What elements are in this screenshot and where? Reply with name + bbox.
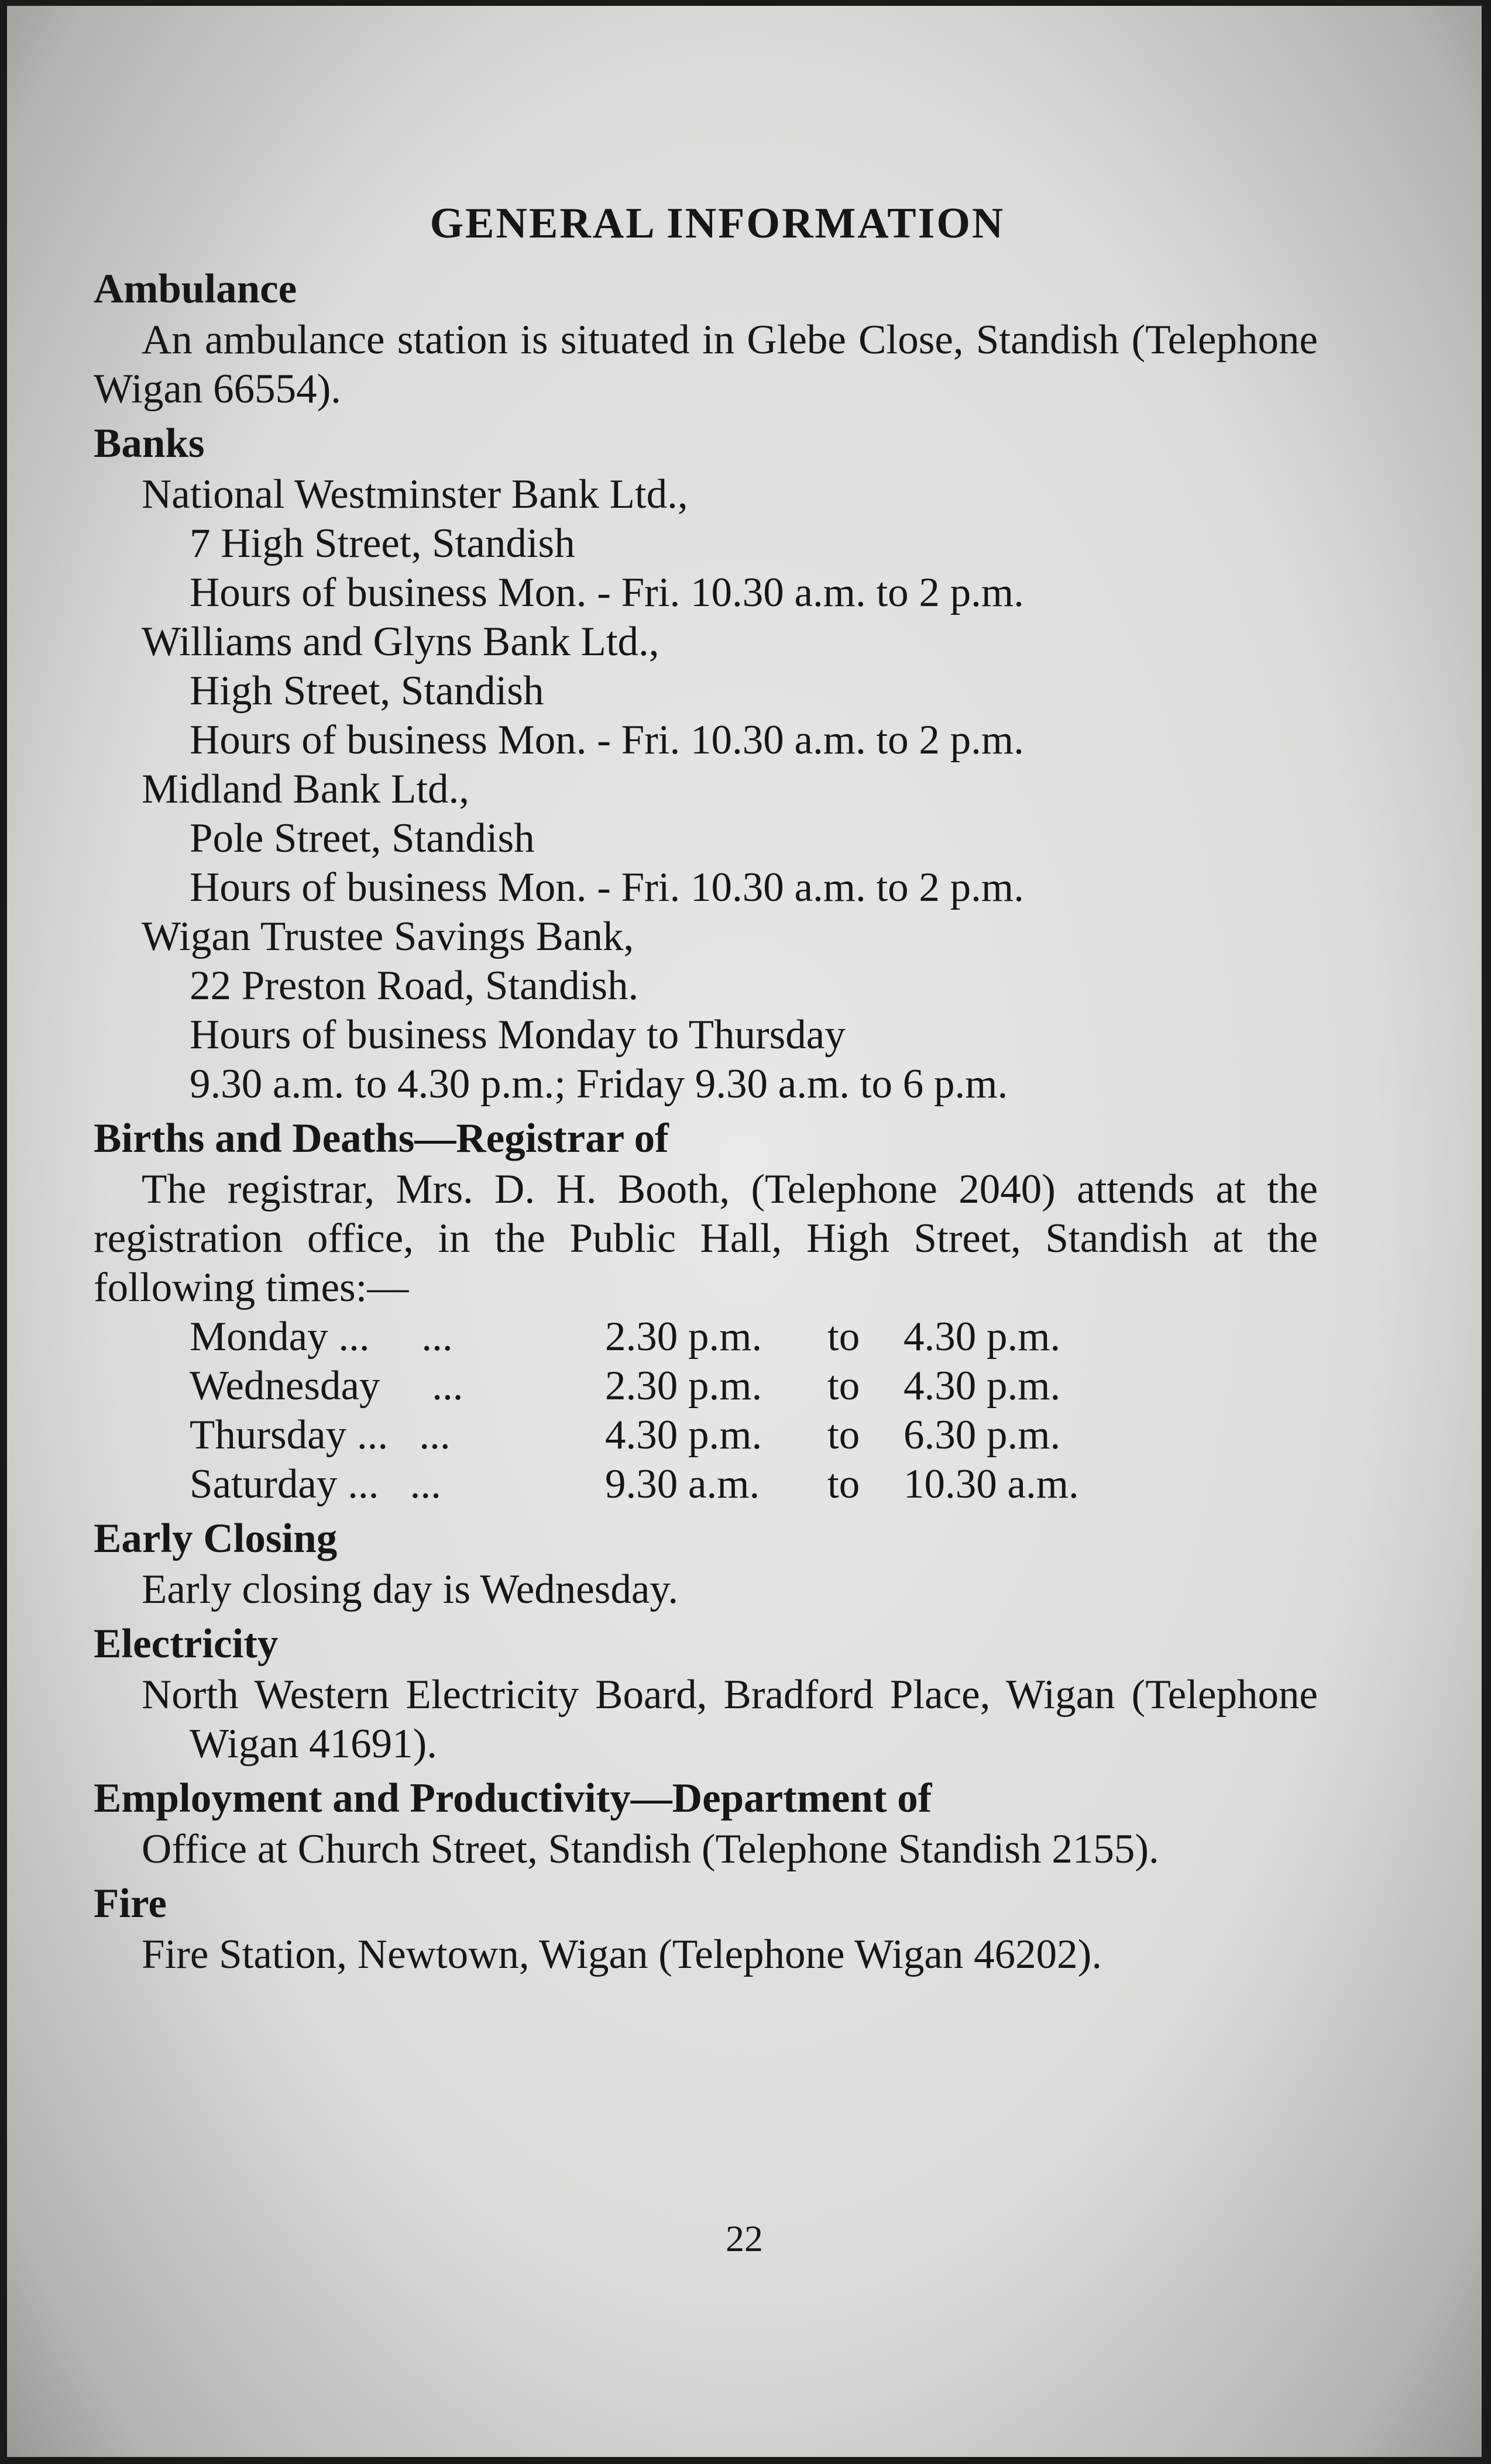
schedule-row	[190, 1410, 1079, 1460]
section-heading-ambulance: Ambulance	[94, 266, 297, 312]
section-heading-banks: Banks	[94, 421, 205, 466]
schedule-day: Wednesday ...	[190, 1363, 463, 1409]
registrar-text: The registrar, Mrs. D. H. Booth, (Telephone 2040) attends at the registration office, in the Public Hall, High Street, Standish at the following times:—	[94, 1166, 1318, 1310]
schedule-day: Monday ... ...	[190, 1314, 453, 1360]
schedule-until: 4.30 p.m.	[903, 1363, 1061, 1409]
bank-address: 22 Preston Road, Standish.	[190, 963, 639, 1009]
bank-hours: Hours of business Mon. - Fri. 10.30 a.m. to 2 p.m.	[190, 570, 1024, 615]
schedule-day: Saturday ... ...	[190, 1461, 441, 1507]
page-title: GENERAL INFORMATION	[430, 199, 1005, 247]
early-closing-text: Early closing day is Wednesday.	[142, 1567, 679, 1612]
registrar-schedule	[190, 1312, 1079, 1509]
schedule-from: 4.30 p.m.	[605, 1412, 762, 1458]
bank-address: 7 High Street, Standish	[190, 521, 575, 566]
employment-text: Office at Church Street, Standish (Telephone Standish 2155).	[142, 1826, 1159, 1872]
section-heading-employment: Employment and Productivity—Department of	[94, 1775, 932, 1821]
schedule-from: 2.30 p.m.	[605, 1363, 762, 1409]
content-column	[94, 199, 1318, 1979]
bank-address: Pole Street, Standish	[190, 815, 535, 861]
section-heading-electricity: Electricity	[94, 1621, 279, 1667]
schedule-to: to	[827, 1363, 860, 1409]
section-heading-births-deaths: Births and Deaths—Registrar of	[94, 1116, 669, 1161]
schedule-until: 10.30 a.m.	[903, 1461, 1079, 1507]
bank-address: High Street, Standish	[190, 668, 544, 714]
section-heading-early-closing: Early Closing	[94, 1516, 338, 1561]
bank-hours: 9.30 a.m. to 4.30 p.m.; Friday 9.30 a.m. to 6 p.m.	[190, 1061, 1008, 1107]
schedule-row	[190, 1361, 1079, 1410]
schedule-until: 6.30 p.m.	[903, 1412, 1061, 1458]
schedule-to: to	[827, 1412, 860, 1458]
bank-name: National Westminster Bank Ltd.,	[142, 472, 688, 517]
bank-name: Williams and Glyns Bank Ltd.,	[142, 619, 659, 665]
bank-hours: Hours of business Monday to Thursday	[190, 1012, 846, 1058]
schedule-row	[190, 1460, 1079, 1509]
schedule-from: 9.30 a.m.	[605, 1461, 760, 1507]
electricity-text: North Western Electricity Board, Bradford Place, Wigan (Telephone Wigan 41691).	[142, 1672, 1318, 1767]
section-heading-fire: Fire	[94, 1881, 167, 1926]
bank-entry	[94, 912, 1318, 1109]
bank-name: Midland Bank Ltd.,	[142, 766, 470, 812]
bank-entry	[94, 617, 1318, 765]
bank-hours: Hours of business Mon. - Fri. 10.30 a.m. to 2 p.m.	[190, 865, 1024, 910]
schedule-until: 4.30 p.m.	[903, 1314, 1061, 1360]
ambulance-text: An ambulance station is situated in Glebe Close, Standish (Telephone Wigan 66554).	[94, 317, 1318, 412]
fire-text: Fire Station, Newtown, Wigan (Telephone Wigan 46202).	[142, 1932, 1102, 1977]
bank-hours: Hours of business Mon. - Fri. 10.30 a.m. to 2 p.m.	[190, 717, 1024, 763]
bank-name: Wigan Trustee Savings Bank,	[142, 914, 634, 959]
book-page	[7, 6, 1482, 2457]
page-number: 22	[726, 2218, 763, 2259]
schedule-from: 2.30 p.m.	[605, 1314, 762, 1360]
schedule-to: to	[827, 1461, 860, 1507]
schedule-row	[190, 1312, 1079, 1361]
bank-entry	[94, 765, 1318, 912]
bank-entry	[94, 470, 1318, 617]
schedule-to: to	[827, 1314, 860, 1360]
schedule-day: Thursday ... ...	[190, 1412, 451, 1458]
